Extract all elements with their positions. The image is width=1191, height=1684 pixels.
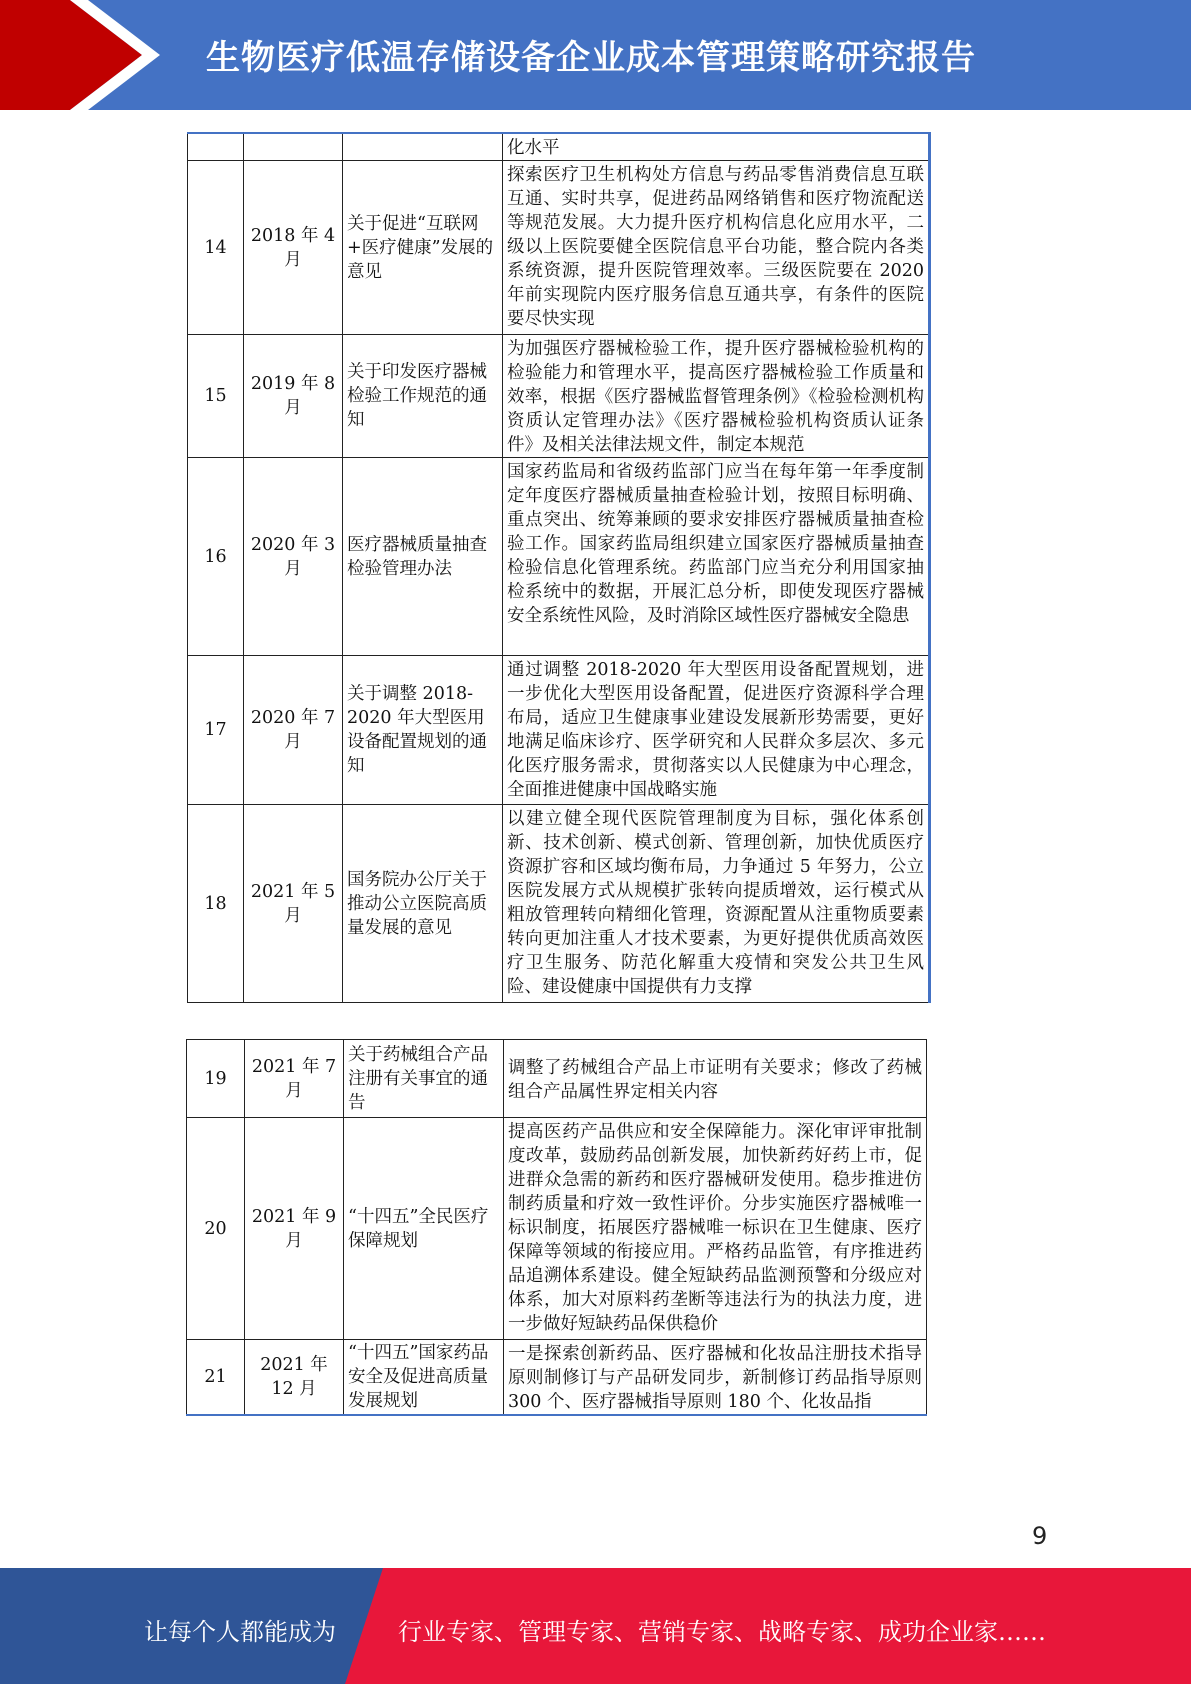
- row-description: 化水平: [503, 133, 930, 161]
- row-date: 2020 年 3 月: [244, 458, 343, 656]
- row-date: 2021 年 12 月: [245, 1340, 344, 1416]
- row-number: 19: [187, 1040, 245, 1118]
- row-description: 调整了药械组合产品上市证明有关要求；修改了药械组合产品属性界定相关内容: [504, 1040, 927, 1118]
- row-number: 20: [187, 1118, 245, 1340]
- policy-table-1: [187, 132, 931, 1003]
- row-description: 通过调整 2018-2020 年大型医用设备配置规划，进一步优化大型医用设备配置，促进医疗资源科学合理布局，适应卫生健康事业建设发展新形势需要，更好地满足临床诊疗、医学研究和人民群众多层次、多元化医疗服务需求，贯彻落实以人民健康为中心理念，全面推进健康中国战略实施: [503, 656, 930, 805]
- row-number: [188, 133, 244, 161]
- row-number: 21: [187, 1340, 245, 1416]
- row-number: 18: [188, 805, 244, 1003]
- table-row: [188, 458, 930, 656]
- row-date: [244, 133, 343, 161]
- table-row: [187, 1340, 927, 1416]
- row-date: 2018 年 4 月: [244, 161, 343, 335]
- table-row: [187, 1118, 927, 1340]
- row-description: 为加强医疗器械检验工作，提升医疗器械检验机构的检验能力和管理水平，提高医疗器械检验工作质量和效率，根据《医疗器械监督管理条例》《检验检测机构资质认定管理办法》《医疗器械检验机构资质认证条件》及相关法律法规文件，制定本规范: [503, 335, 930, 458]
- footer-slogan-right: 行业专家、管理专家、营销专家、战略专家、成功企业家……: [398, 1618, 1046, 1646]
- page-number: 9: [1032, 1522, 1048, 1550]
- row-description: 提高医药产品供应和安全保障能力。深化审评审批制度改革，鼓励药品创新发展，加快新药好药上市，促进群众急需的新药和医疗器械研发使用。稳步推进仿制药质量和疗效一致性评价。分步实施医疗器械唯一标识制度，拓展医疗器械唯一标识在卫生健康、医疗保障等领域的衔接应用。严格药品监管，有序推进药品追溯体系建设。健全短缺药品监测预警和分级应对体系，加大对原料药垄断等违法行为的执法力度，进一步做好短缺药品保供稳价: [504, 1118, 927, 1340]
- table-row: [187, 1040, 927, 1118]
- row-policy-name: “十四五”国家药品安全及促进高质量发展规划: [344, 1340, 504, 1416]
- table-row: [188, 805, 930, 1003]
- row-number: 15: [188, 335, 244, 458]
- row-description: 探索医疗卫生机构处方信息与药品零售消费信息互联互通、实时共享，促进药品网络销售和医疗物流配送等规范发展。大力提升医疗机构信息化应用水平，二级以上医院要健全医院信息平台功能，整合院内各类系统资源，提升医院管理效率。三级医院要在 2020 年前实现院内医疗服务信息互通共享，有条件的医院要尽快实现: [503, 161, 930, 335]
- row-date: 2021 年 5 月: [244, 805, 343, 1003]
- table-row: [188, 335, 930, 458]
- row-policy-name: 关于调整 2018-2020 年大型医用设备配置规划的通知: [343, 656, 503, 805]
- row-date: 2021 年 9 月: [245, 1118, 344, 1340]
- row-date: 2021 年 7 月: [245, 1040, 344, 1118]
- page-footer: [0, 1568, 1191, 1684]
- row-date: 2019 年 8 月: [244, 335, 343, 458]
- row-policy-name: 关于印发医疗器械检验工作规范的通知: [343, 335, 503, 458]
- row-description: 以建立健全现代医院管理制度为目标，强化体系创新、技术创新、模式创新、管理创新，加快优质医疗资源扩容和区域均衡布局，力争通过 5 年努力，公立医院发展方式从规模扩张转向提质增效，运行模式从粗放管理转向精细化管理，资源配置从注重物质要素转向更加注重人才技术要素，为更好提供优质高效医疗卫生服务、防范化解重大疫情和突发公共卫生风险、建设健康中国提供有力支撑: [503, 805, 930, 1003]
- row-policy-name: [343, 133, 503, 161]
- row-policy-name: 关于促进“互联网+医疗健康”发展的意见: [343, 161, 503, 335]
- row-description: 一是探索创新药品、医疗器械和化妆品注册技术指导原则制修订与产品研发同步，新制修订药品指导原则 300 个、医疗器械指导原则 180 个、化妆品指: [504, 1340, 927, 1416]
- row-number: 16: [188, 458, 244, 656]
- row-policy-name: 国务院办公厅关于推动公立医院高质量发展的意见: [343, 805, 503, 1003]
- row-policy-name: 医疗器械质量抽查检验管理办法: [343, 458, 503, 656]
- row-date: 2020 年 7 月: [244, 656, 343, 805]
- row-policy-name: “十四五”全民医疗保障规划: [344, 1118, 504, 1340]
- table-row: [188, 133, 930, 161]
- row-number: 14: [188, 161, 244, 335]
- row-description: 国家药监局和省级药监部门应当在每年第一年季度制定年度医疗器械质量抽查检验计划，按照目标明确、重点突出、统筹兼顾的要求安排医疗器械质量抽查检验工作。国家药监局组织建立国家医疗器械质量抽查检验信息化管理系统。药监部门应当充分利用国家抽检系统中的数据，开展汇总分析，即使发现医疗器械安全系统性风险，及时消除区域性医疗器械安全隐患: [503, 458, 930, 656]
- row-number: 17: [188, 656, 244, 805]
- page-header: [0, 0, 1191, 110]
- row-policy-name: 关于药械组合产品注册有关事宜的通告: [344, 1040, 504, 1118]
- footer-slogan-left: 让每个人都能成为: [144, 1618, 336, 1646]
- report-title: 生物医疗低温存储设备企业成本管理策略研究报告: [206, 38, 976, 78]
- table-row: [188, 656, 930, 805]
- table-row: [188, 161, 930, 335]
- policy-table-2: [186, 1039, 927, 1416]
